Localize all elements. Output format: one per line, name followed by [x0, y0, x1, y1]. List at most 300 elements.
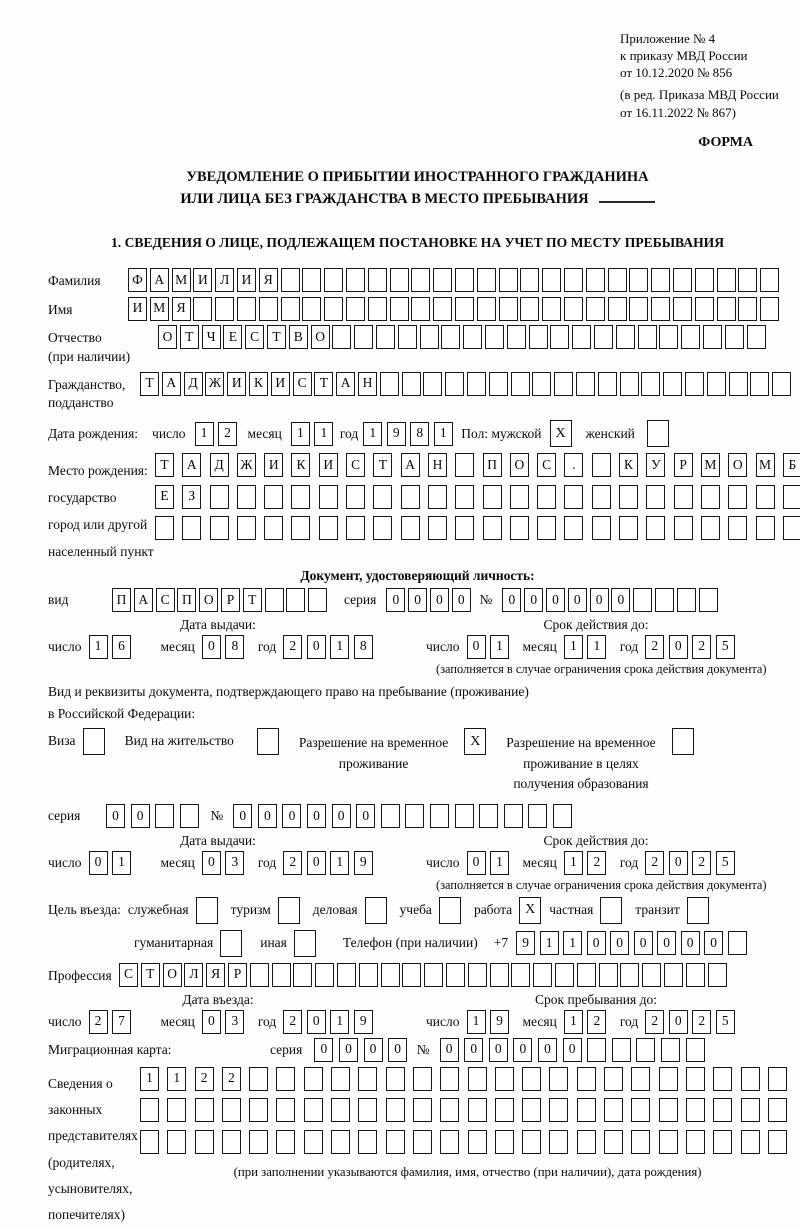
char-box[interactable]: М [172, 268, 191, 292]
char-box[interactable]: 0 [568, 588, 587, 612]
char-box[interactable] [642, 963, 661, 987]
char-box[interactable]: 0 [464, 1038, 483, 1062]
char-box[interactable] [182, 516, 201, 540]
char-box[interactable]: 1 [564, 851, 583, 875]
char-box[interactable] [276, 1067, 295, 1091]
char-box[interactable]: С [156, 588, 175, 612]
char-box[interactable]: 0 [202, 851, 221, 875]
char-box[interactable]: 1 [363, 422, 382, 446]
char-box[interactable] [554, 372, 573, 396]
char-box[interactable]: 0 [408, 588, 427, 612]
char-box[interactable]: 9 [516, 931, 535, 955]
char-box[interactable]: 0 [307, 1010, 326, 1034]
char-box[interactable] [741, 1098, 760, 1122]
char-box[interactable] [728, 931, 747, 955]
char-box[interactable]: 1 [490, 851, 509, 875]
char-box[interactable]: 0 [513, 1038, 532, 1062]
char-box[interactable] [337, 963, 356, 987]
char-box[interactable]: 9 [387, 422, 406, 446]
char-box[interactable] [401, 485, 420, 509]
char-box[interactable] [750, 372, 769, 396]
char-box[interactable] [304, 1098, 323, 1122]
char-box[interactable]: О [163, 963, 182, 987]
purpose-work-checkbox[interactable]: X [519, 897, 541, 924]
char-box[interactable]: И [319, 453, 338, 477]
char-box[interactable]: 2 [195, 1067, 214, 1091]
char-box[interactable] [455, 804, 474, 828]
char-box[interactable] [592, 516, 611, 540]
char-box[interactable] [741, 1130, 760, 1154]
char-box[interactable]: 5 [716, 635, 735, 659]
char-box[interactable] [293, 963, 312, 987]
char-box[interactable]: Ф [128, 268, 147, 292]
char-box[interactable] [489, 372, 508, 396]
char-box[interactable] [564, 297, 583, 321]
char-box[interactable] [358, 1130, 377, 1154]
char-box[interactable] [564, 485, 583, 509]
char-box[interactable]: 1 [564, 1010, 583, 1034]
char-box[interactable] [455, 485, 474, 509]
char-box[interactable] [468, 1130, 487, 1154]
char-box[interactable] [537, 485, 556, 509]
char-box[interactable]: 1 [330, 1010, 349, 1034]
char-box[interactable] [401, 516, 420, 540]
char-box[interactable] [428, 516, 447, 540]
char-box[interactable]: 2 [222, 1067, 241, 1091]
char-box[interactable]: 0 [307, 635, 326, 659]
char-box[interactable] [424, 963, 443, 987]
char-box[interactable] [549, 1130, 568, 1154]
char-box[interactable]: К [291, 453, 310, 477]
char-box[interactable] [713, 1067, 732, 1091]
char-box[interactable]: Ж [205, 372, 224, 396]
char-box[interactable] [455, 268, 474, 292]
char-box[interactable]: 2 [283, 1010, 302, 1034]
purpose-other-checkbox[interactable] [294, 930, 316, 957]
char-box[interactable] [237, 297, 256, 321]
char-box[interactable]: 0 [258, 804, 277, 828]
char-box[interactable] [522, 1130, 541, 1154]
char-box[interactable] [433, 268, 452, 292]
char-box[interactable] [686, 1038, 705, 1062]
char-box[interactable] [604, 1098, 623, 1122]
char-box[interactable]: У [646, 453, 665, 477]
char-box[interactable] [631, 1130, 650, 1154]
char-box[interactable] [499, 268, 518, 292]
char-box[interactable]: К [249, 372, 268, 396]
char-box[interactable]: О [510, 453, 529, 477]
char-box[interactable]: М [150, 297, 169, 321]
char-box[interactable] [620, 372, 639, 396]
char-box[interactable]: 9 [490, 1010, 509, 1034]
char-box[interactable] [291, 516, 310, 540]
char-box[interactable]: Я [206, 963, 225, 987]
char-box[interactable] [529, 325, 548, 349]
char-box[interactable] [411, 297, 430, 321]
char-box[interactable] [772, 372, 791, 396]
char-box[interactable] [553, 804, 572, 828]
char-box[interactable] [265, 588, 284, 612]
char-box[interactable]: 2 [645, 635, 664, 659]
char-box[interactable] [717, 268, 736, 292]
purpose-commercial-checkbox[interactable] [365, 897, 387, 924]
char-box[interactable] [477, 297, 496, 321]
char-box[interactable] [728, 516, 747, 540]
char-box[interactable] [249, 1130, 268, 1154]
char-box[interactable] [346, 297, 365, 321]
char-box[interactable] [420, 325, 439, 349]
char-box[interactable] [386, 1130, 405, 1154]
char-box[interactable]: Т [155, 453, 174, 477]
char-box[interactable] [577, 1098, 596, 1122]
char-box[interactable] [659, 1067, 678, 1091]
char-box[interactable] [441, 325, 460, 349]
char-box[interactable] [467, 372, 486, 396]
char-box[interactable] [522, 1098, 541, 1122]
char-box[interactable]: 0 [546, 588, 565, 612]
char-box[interactable]: 0 [657, 931, 676, 955]
purpose-business-checkbox[interactable] [196, 897, 218, 924]
char-box[interactable]: С [537, 453, 556, 477]
char-box[interactable] [783, 516, 800, 540]
char-box[interactable]: И [237, 268, 256, 292]
char-box[interactable]: А [336, 372, 355, 396]
char-box[interactable] [747, 325, 766, 349]
char-box[interactable]: М [756, 453, 775, 477]
char-box[interactable] [411, 268, 430, 292]
char-box[interactable]: 0 [669, 851, 688, 875]
char-box[interactable] [495, 1098, 514, 1122]
char-box[interactable] [259, 297, 278, 321]
char-box[interactable]: А [134, 588, 153, 612]
char-box[interactable] [272, 963, 291, 987]
char-box[interactable] [577, 963, 596, 987]
char-box[interactable] [281, 268, 300, 292]
char-box[interactable] [695, 268, 714, 292]
purpose-study-checkbox[interactable] [439, 897, 461, 924]
char-box[interactable] [659, 1130, 678, 1154]
char-box[interactable]: О [199, 588, 218, 612]
char-box[interactable] [331, 1098, 350, 1122]
char-box[interactable] [651, 297, 670, 321]
char-box[interactable]: С [293, 372, 312, 396]
char-box[interactable]: Я [259, 268, 278, 292]
char-box[interactable] [608, 268, 627, 292]
char-box[interactable]: 0 [452, 588, 471, 612]
char-box[interactable] [608, 297, 627, 321]
char-box[interactable]: 7 [112, 1010, 131, 1034]
char-box[interactable] [468, 963, 487, 987]
char-box[interactable]: Т [267, 325, 286, 349]
char-box[interactable]: 0 [282, 804, 301, 828]
char-box[interactable]: 2 [218, 422, 237, 446]
char-box[interactable]: 3 [225, 851, 244, 875]
char-box[interactable]: 9 [354, 1010, 373, 1034]
char-box[interactable] [373, 516, 392, 540]
char-box[interactable] [319, 516, 338, 540]
char-box[interactable]: 1 [490, 635, 509, 659]
char-box[interactable]: 0 [669, 635, 688, 659]
char-box[interactable] [495, 1067, 514, 1091]
char-box[interactable] [390, 268, 409, 292]
char-box[interactable]: 1 [291, 422, 310, 446]
char-box[interactable] [686, 1098, 705, 1122]
char-box[interactable]: Р [228, 963, 247, 987]
char-box[interactable] [629, 297, 648, 321]
char-box[interactable]: 1 [563, 931, 582, 955]
char-box[interactable]: Ч [202, 325, 221, 349]
char-box[interactable] [237, 485, 256, 509]
char-box[interactable] [222, 1130, 241, 1154]
char-box[interactable] [646, 516, 665, 540]
char-box[interactable]: . [564, 453, 583, 477]
char-box[interactable] [663, 372, 682, 396]
char-box[interactable] [386, 1098, 405, 1122]
char-box[interactable] [250, 963, 269, 987]
char-box[interactable] [167, 1130, 186, 1154]
char-box[interactable] [738, 297, 757, 321]
char-box[interactable]: 0 [89, 851, 108, 875]
char-box[interactable] [651, 268, 670, 292]
char-box[interactable] [440, 1098, 459, 1122]
char-box[interactable] [768, 1067, 787, 1091]
char-box[interactable] [598, 372, 617, 396]
char-box[interactable]: 6 [112, 635, 131, 659]
char-box[interactable] [564, 516, 583, 540]
char-box[interactable] [577, 1067, 596, 1091]
char-box[interactable] [619, 485, 638, 509]
char-box[interactable]: Н [428, 453, 447, 477]
char-box[interactable] [586, 297, 605, 321]
char-box[interactable]: 1 [564, 635, 583, 659]
char-box[interactable] [599, 963, 618, 987]
char-box[interactable] [729, 372, 748, 396]
char-box[interactable] [674, 485, 693, 509]
char-box[interactable] [430, 804, 449, 828]
char-box[interactable] [346, 485, 365, 509]
char-box[interactable] [564, 268, 583, 292]
char-box[interactable] [604, 1130, 623, 1154]
edu-permit-checkbox[interactable] [672, 728, 694, 755]
char-box[interactable] [699, 588, 718, 612]
char-box[interactable]: 0 [502, 588, 521, 612]
char-box[interactable] [619, 516, 638, 540]
char-box[interactable]: 0 [430, 588, 449, 612]
char-box[interactable] [405, 804, 424, 828]
char-box[interactable] [463, 325, 482, 349]
char-box[interactable] [674, 516, 693, 540]
char-box[interactable]: 0 [307, 851, 326, 875]
char-box[interactable] [677, 588, 696, 612]
char-box[interactable] [249, 1098, 268, 1122]
char-box[interactable]: П [483, 453, 502, 477]
char-box[interactable] [686, 1067, 705, 1091]
char-box[interactable] [485, 325, 504, 349]
char-box[interactable] [701, 516, 720, 540]
char-box[interactable]: 0 [356, 804, 375, 828]
char-box[interactable] [276, 1130, 295, 1154]
char-box[interactable] [717, 297, 736, 321]
char-box[interactable] [738, 268, 757, 292]
char-box[interactable]: 0 [611, 588, 630, 612]
char-box[interactable] [477, 268, 496, 292]
char-box[interactable]: Е [155, 485, 174, 509]
char-box[interactable]: 0 [332, 804, 351, 828]
char-box[interactable] [332, 325, 351, 349]
char-box[interactable]: И [227, 372, 246, 396]
char-box[interactable]: И [264, 453, 283, 477]
char-box[interactable] [315, 963, 334, 987]
temp-permit-checkbox[interactable]: X [464, 728, 486, 755]
char-box[interactable] [522, 1067, 541, 1091]
char-box[interactable]: Е [223, 325, 242, 349]
char-box[interactable]: О [158, 325, 177, 349]
char-box[interactable] [302, 297, 321, 321]
char-box[interactable] [756, 485, 775, 509]
char-box[interactable] [304, 1130, 323, 1154]
char-box[interactable] [376, 325, 395, 349]
char-box[interactable]: М [701, 453, 720, 477]
char-box[interactable] [386, 1067, 405, 1091]
char-box[interactable] [673, 297, 692, 321]
char-box[interactable] [576, 372, 595, 396]
char-box[interactable]: 0 [339, 1038, 358, 1062]
char-box[interactable] [368, 297, 387, 321]
char-box[interactable] [636, 1038, 655, 1062]
char-box[interactable]: 2 [645, 851, 664, 875]
char-box[interactable] [483, 516, 502, 540]
char-box[interactable] [413, 1130, 432, 1154]
char-box[interactable] [346, 516, 365, 540]
char-box[interactable] [620, 963, 639, 987]
char-box[interactable]: 0 [202, 1010, 221, 1034]
char-box[interactable]: 2 [283, 635, 302, 659]
char-box[interactable]: 3 [225, 1010, 244, 1034]
char-box[interactable]: Д [210, 453, 229, 477]
char-box[interactable] [264, 485, 283, 509]
char-box[interactable] [760, 268, 779, 292]
char-box[interactable]: 0 [388, 1038, 407, 1062]
char-box[interactable]: Т [180, 325, 199, 349]
char-box[interactable] [528, 804, 547, 828]
char-box[interactable]: 2 [587, 851, 606, 875]
char-box[interactable] [180, 804, 199, 828]
char-box[interactable]: И [128, 297, 147, 321]
char-box[interactable]: П [177, 588, 196, 612]
char-box[interactable] [641, 372, 660, 396]
char-box[interactable]: 8 [354, 635, 373, 659]
char-box[interactable]: Т [314, 372, 333, 396]
char-box[interactable]: А [162, 372, 181, 396]
char-box[interactable] [638, 325, 657, 349]
char-box[interactable]: С [119, 963, 138, 987]
char-box[interactable]: 1 [314, 422, 333, 446]
char-box[interactable] [695, 297, 714, 321]
char-box[interactable] [631, 1098, 650, 1122]
char-box[interactable] [490, 963, 509, 987]
char-box[interactable] [768, 1098, 787, 1122]
char-box[interactable] [537, 516, 556, 540]
male-checkbox[interactable]: X [550, 420, 572, 447]
char-box[interactable] [468, 1067, 487, 1091]
char-box[interactable] [423, 372, 442, 396]
char-box[interactable]: 0 [610, 931, 629, 955]
char-box[interactable] [646, 485, 665, 509]
char-box[interactable] [237, 516, 256, 540]
char-box[interactable]: Л [184, 963, 203, 987]
char-box[interactable] [358, 1067, 377, 1091]
char-box[interactable] [413, 1067, 432, 1091]
char-box[interactable]: К [619, 453, 638, 477]
char-box[interactable]: Д [184, 372, 203, 396]
char-box[interactable] [302, 268, 321, 292]
char-box[interactable]: 0 [538, 1038, 557, 1062]
char-box[interactable]: Н [358, 372, 377, 396]
char-box[interactable] [215, 297, 234, 321]
char-box[interactable] [511, 372, 530, 396]
char-box[interactable]: 2 [692, 635, 711, 659]
char-box[interactable]: Р [674, 453, 693, 477]
char-box[interactable] [629, 268, 648, 292]
char-box[interactable] [728, 485, 747, 509]
char-box[interactable] [587, 1038, 606, 1062]
char-box[interactable] [681, 325, 700, 349]
purpose-humanitarian-checkbox[interactable] [220, 930, 242, 957]
char-box[interactable]: 0 [131, 804, 150, 828]
char-box[interactable] [380, 372, 399, 396]
char-box[interactable] [479, 804, 498, 828]
char-box[interactable] [756, 516, 775, 540]
char-box[interactable] [281, 297, 300, 321]
char-box[interactable] [167, 1098, 186, 1122]
char-box[interactable] [373, 485, 392, 509]
char-box[interactable]: 0 [704, 931, 723, 955]
char-box[interactable]: 1 [587, 635, 606, 659]
char-box[interactable] [324, 297, 343, 321]
char-box[interactable] [659, 325, 678, 349]
char-box[interactable] [783, 485, 800, 509]
char-box[interactable]: 0 [202, 635, 221, 659]
char-box[interactable] [193, 297, 212, 321]
char-box[interactable]: 1 [467, 1010, 486, 1034]
char-box[interactable] [664, 963, 683, 987]
char-box[interactable]: 1 [540, 931, 559, 955]
char-box[interactable]: 0 [307, 804, 326, 828]
char-box[interactable] [499, 297, 518, 321]
char-box[interactable] [440, 1067, 459, 1091]
char-box[interactable]: 5 [716, 851, 735, 875]
visa-checkbox[interactable] [83, 728, 105, 755]
char-box[interactable] [195, 1130, 214, 1154]
residence-permit-checkbox[interactable] [257, 728, 279, 755]
char-box[interactable]: 1 [112, 851, 131, 875]
char-box[interactable]: 9 [354, 851, 373, 875]
char-box[interactable]: С [346, 453, 365, 477]
char-box[interactable] [455, 453, 474, 477]
char-box[interactable] [155, 516, 174, 540]
char-box[interactable] [286, 588, 305, 612]
purpose-transit-checkbox[interactable] [687, 897, 709, 924]
char-box[interactable]: О [311, 325, 330, 349]
char-box[interactable] [495, 1130, 514, 1154]
char-box[interactable]: 0 [364, 1038, 383, 1062]
char-box[interactable] [413, 1098, 432, 1122]
char-box[interactable]: Т [141, 963, 160, 987]
char-box[interactable] [381, 963, 400, 987]
char-box[interactable]: 1 [330, 851, 349, 875]
purpose-private-checkbox[interactable] [600, 897, 622, 924]
char-box[interactable] [708, 963, 727, 987]
